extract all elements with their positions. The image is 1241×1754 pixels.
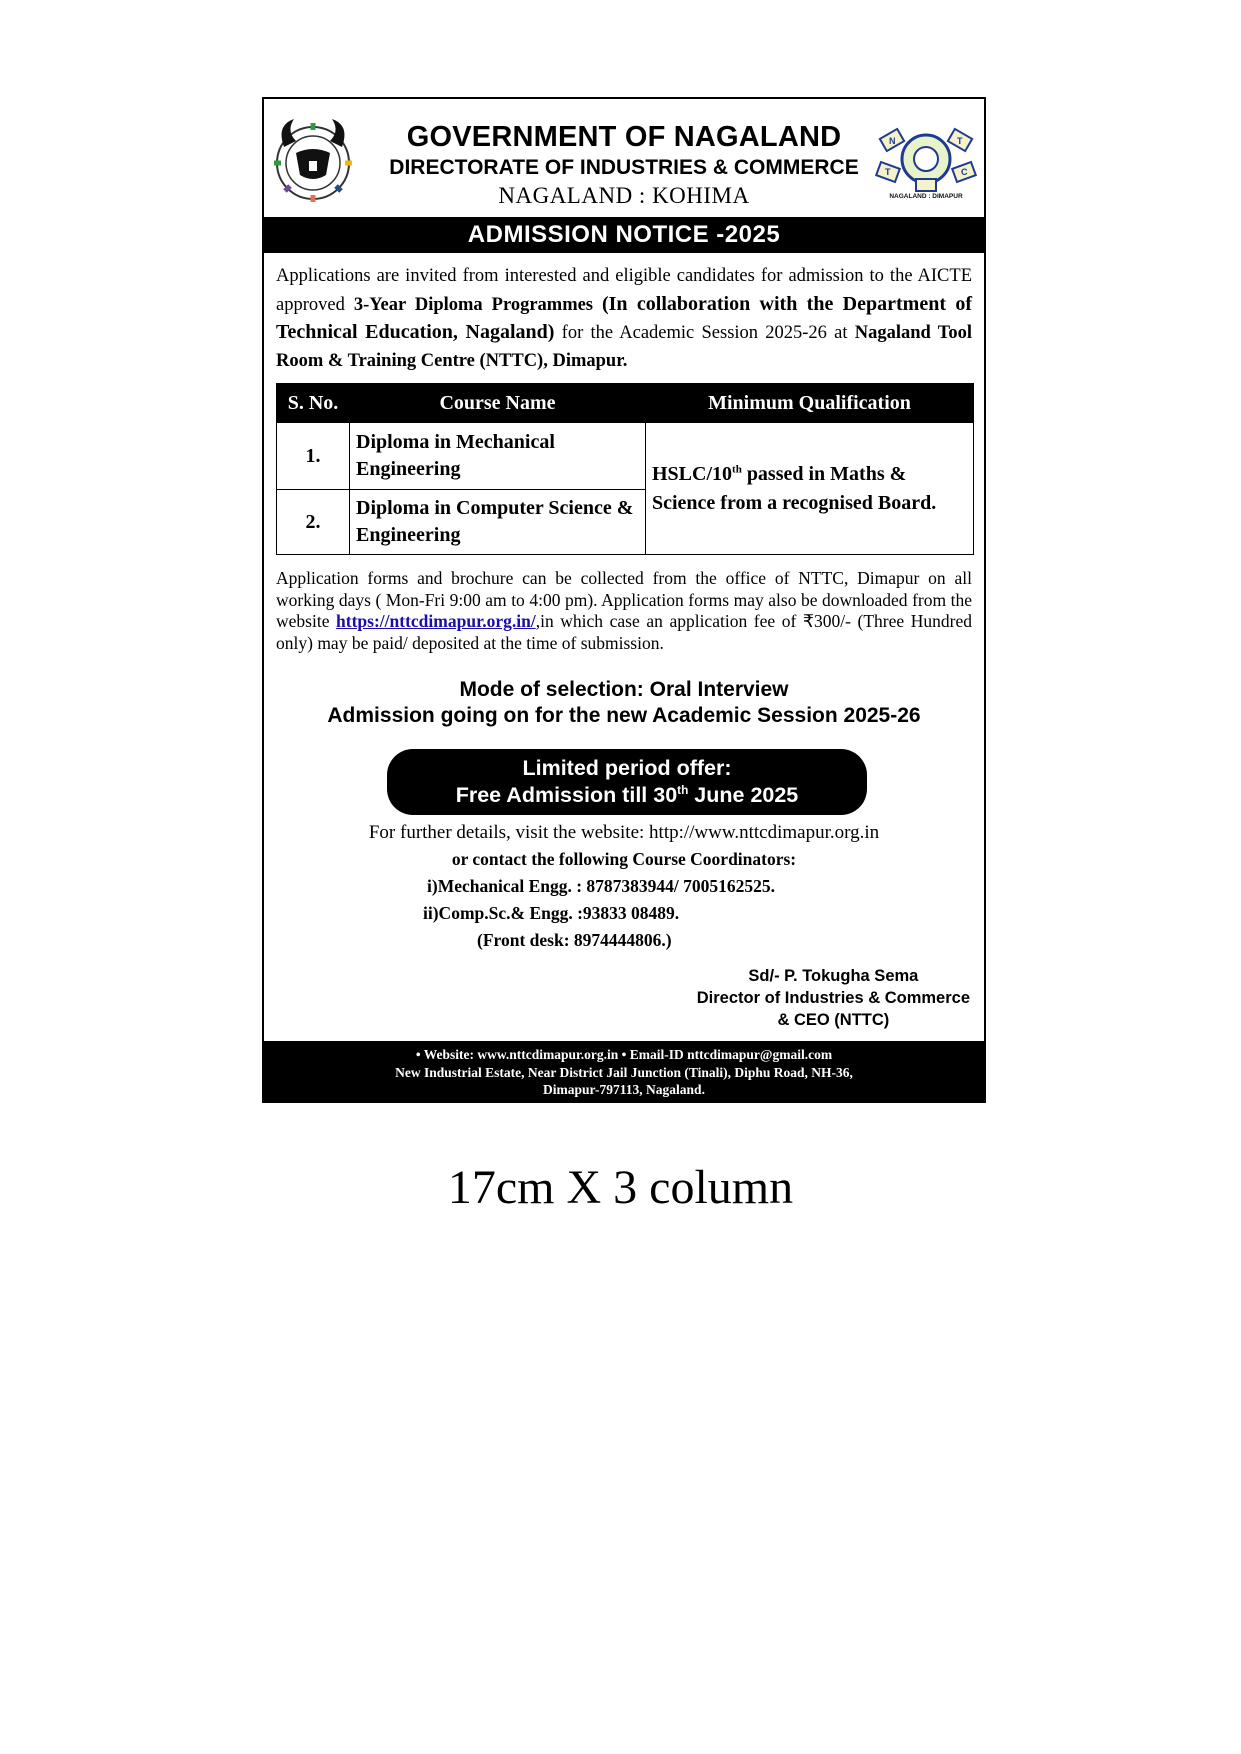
forms-text-1: Application forms and brochure can be collected from the office of NTTC, Dimapur on all working days ( Mon-Fri 9:00 am to 4:00 pm). Application forms may also be downloaded from the website xyxy=(276,568,972,631)
contact-details xyxy=(264,819,984,954)
nttc-letter-c: C xyxy=(961,167,968,177)
signature-designation: Director of Industries & Commerce xyxy=(696,989,970,1007)
selection-mode-line: Mode of selection: Oral Interview xyxy=(459,678,789,701)
table-row xyxy=(277,423,974,490)
signature-name: Sd/- P. Tokugha Sema xyxy=(748,967,919,985)
notice-footer xyxy=(264,1041,984,1101)
qualification-pre: HSLC/10 xyxy=(652,462,733,485)
footer-line-3: Dimapur-797113, Nagaland. xyxy=(543,1082,705,1097)
website-link[interactable]: https://nttcdimapur.org.in/ xyxy=(336,611,536,631)
row-sno: 2. xyxy=(277,490,350,555)
offer-line-1: Limited period offer: xyxy=(522,756,732,780)
admission-notice-title: ADMISSION NOTICE -2025 xyxy=(264,217,984,253)
nttc-letter-t2: T xyxy=(885,167,891,177)
nttc-letter-t1: T xyxy=(957,136,963,146)
intro-institute: Nagaland Tool Room & Training Centre (NTTC), Dimapur. xyxy=(276,323,973,371)
table-header-row xyxy=(277,384,974,423)
intro-text-2: for the Academic Session 2025-26 at xyxy=(554,323,855,343)
offer-pre: Free Admission till 30 xyxy=(455,783,678,807)
row-sno: 1. xyxy=(277,423,350,490)
nttc-letter-n: N xyxy=(889,136,896,146)
footer-line-1: • Website: www.nttcdimapur.org.in • Email-ID nttcdimapur@gmail.com xyxy=(415,1047,833,1062)
offer-sup: th xyxy=(677,782,689,797)
contact-front-desk: (Front desk: 8974444806.) xyxy=(477,930,672,950)
row-course: Diploma in Computer Science & Engineering xyxy=(350,490,646,555)
size-caption: 17cm X 3 column xyxy=(447,1161,794,1214)
contact-website-line: For further details, visit the website: http://www.nttcdimapur.org.in xyxy=(368,822,880,843)
courses-table xyxy=(276,383,974,555)
admission-session-line: Admission going on for the new Academic Session 2025-26 xyxy=(327,704,921,727)
nttc-logo-icon xyxy=(874,125,978,201)
application-forms-paragraph xyxy=(276,568,972,654)
qualification-cell xyxy=(646,423,974,555)
intro-paragraph xyxy=(276,263,972,375)
signature-block xyxy=(697,965,970,1031)
location-title: NAGALAND : KOHIMA xyxy=(498,183,750,208)
nttc-logo-caption: NAGALAND : DIMAPUR xyxy=(889,193,963,200)
offer-post: June 2025 xyxy=(688,783,799,807)
admission-notice xyxy=(262,97,986,1103)
header-course-name: Course Name xyxy=(350,384,646,423)
forms-text-2: ,in which case an application fee of ₹300/- (Three Hundred only) may be paid/ deposited at the time of submission. xyxy=(276,611,972,653)
qualification-sup: th xyxy=(732,462,742,475)
qualification-post: passed in Maths & Science from a recognised Board. xyxy=(652,462,937,514)
contact-coordinators-heading: or contact the following Course Coordinators: xyxy=(451,849,797,869)
intro-programme: 3-Year Diploma Programmes xyxy=(353,294,594,315)
intro-text-1: Applications are invited from interested and eligible candidates for admission to the AICTE approved xyxy=(276,266,972,315)
notice-header xyxy=(264,99,984,212)
government-title: GOVERNMENT OF NAGALAND xyxy=(406,121,842,153)
limited-offer-badge xyxy=(387,749,867,815)
header-qualification: Minimum Qualification xyxy=(646,384,974,423)
offer-line-2 xyxy=(387,782,867,809)
contact-mechanical: i)Mechanical Engg. : 8787383944/ 7005162525. xyxy=(427,876,776,896)
header-sno: S. No. xyxy=(277,384,350,423)
directorate-title: DIRECTORATE OF INDUSTRIES & COMMERCE xyxy=(389,156,859,179)
footer-line-2: New Industrial Estate, Near District Jail Junction (Tinali), Diphu Road, NH-36, xyxy=(395,1064,853,1080)
signature-designation-2: & CEO (NTTC) xyxy=(777,1011,890,1029)
selection-mode xyxy=(264,677,984,729)
intro-collaboration: (In collaboration with the Department of Technical Education, Nagaland) xyxy=(276,292,972,343)
contact-computer: ii)Comp.Sc.& Engg. :93833 08489. xyxy=(423,903,680,923)
row-course: Diploma in Mechanical Engineering xyxy=(350,423,646,490)
